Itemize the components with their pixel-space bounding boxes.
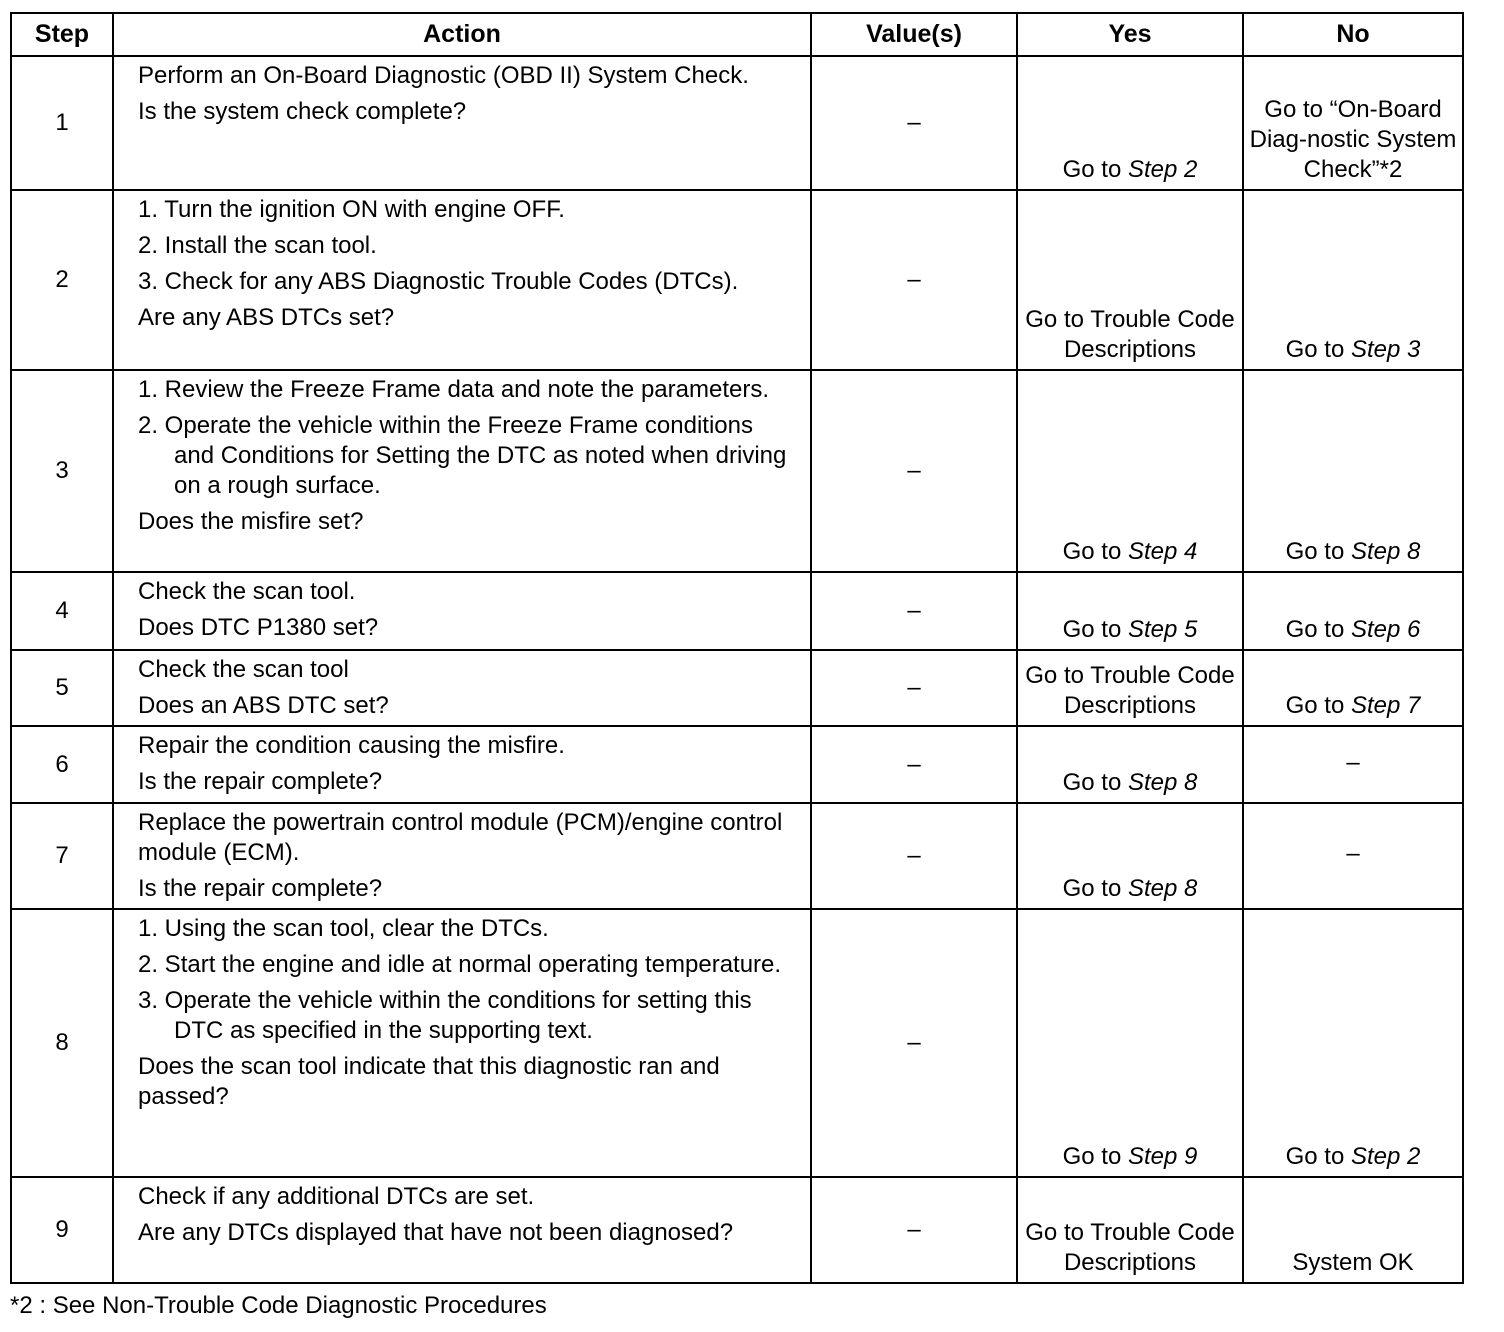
step-number: 2 <box>11 190 113 370</box>
value-cell: – <box>811 909 1017 1177</box>
no-text: Go to <box>1285 336 1351 363</box>
step-reference: Step 2 <box>1350 1143 1421 1170</box>
step-number: 6 <box>11 726 113 803</box>
table-row <box>11 726 1463 803</box>
value-cell: – <box>811 803 1017 909</box>
no-text: Go to <box>1285 692 1351 719</box>
action-text: Does DTC P1380 set? <box>138 614 379 641</box>
no-cell <box>1243 1177 1463 1283</box>
no-cell <box>1243 370 1463 572</box>
step-reference: Step 4 <box>1127 538 1198 565</box>
no-cell <box>1243 56 1463 190</box>
step-reference: Step 9 <box>1127 1143 1198 1170</box>
no-cell <box>1243 803 1463 909</box>
action-text: Check the scan tool. <box>138 578 356 605</box>
action-step-item: 1. Using the scan tool, clear the DTCs. <box>138 915 549 942</box>
table-row <box>11 1177 1463 1283</box>
yes-cell <box>1017 726 1243 803</box>
table-body <box>11 56 1463 1283</box>
step-reference: Step 6 <box>1350 616 1421 643</box>
action-text: Repair the condition causing the misfire. <box>138 732 565 759</box>
header-no: No <box>1243 13 1463 56</box>
no-text: System OK <box>1292 1249 1414 1276</box>
yes-text: Go to Trouble Code Descriptions <box>1025 1219 1235 1276</box>
yes-text: Go to <box>1062 1143 1128 1170</box>
no-cell <box>1243 909 1463 1177</box>
step-reference: Step 8 <box>1127 769 1198 796</box>
action-question: Are any ABS DTCs set? <box>138 304 395 331</box>
action-text: Is the repair complete? <box>138 768 383 795</box>
action-step-item: 3. Operate the vehicle within the conditions for setting this DTC as specified in the supporting text. <box>138 987 752 1044</box>
step-number: 4 <box>11 572 113 650</box>
step-number: 3 <box>11 370 113 572</box>
yes-cell <box>1017 56 1243 190</box>
step-number: 8 <box>11 909 113 1177</box>
diagnostic-table <box>10 12 1464 1284</box>
table-row <box>11 909 1463 1177</box>
step-reference: Step 8 <box>1127 875 1198 902</box>
step-reference: Step 2 <box>1127 156 1198 183</box>
action-step-item: 2. Start the engine and idle at normal operating temperature. <box>138 951 782 978</box>
header-action: Action <box>113 13 811 56</box>
yes-text: Go to <box>1062 538 1128 565</box>
step-number: 5 <box>11 650 113 726</box>
table-row <box>11 572 1463 650</box>
header-values: Value(s) <box>811 13 1017 56</box>
no-text: – <box>1346 840 1360 867</box>
table-row <box>11 370 1463 572</box>
yes-text: Go to <box>1062 616 1128 643</box>
action-cell <box>113 56 811 190</box>
value-cell: – <box>811 190 1017 370</box>
action-cell <box>113 1177 811 1283</box>
action-step-item: 1. Review the Freeze Frame data and note the parameters. <box>138 376 769 403</box>
yes-cell <box>1017 1177 1243 1283</box>
action-cell <box>113 803 811 909</box>
action-text: Is the repair complete? <box>138 875 383 902</box>
action-text: Is the system check complete? <box>138 98 467 125</box>
action-text: Check the scan tool <box>138 656 349 683</box>
value-cell: – <box>811 370 1017 572</box>
no-text: Go to <box>1285 538 1351 565</box>
step-number: 7 <box>11 803 113 909</box>
action-step-item: 3. Check for any ABS Diagnostic Trouble Codes (DTCs). <box>138 268 739 295</box>
action-cell <box>113 572 811 650</box>
action-text: Replace the powertrain control module (PCM)/engine control module (ECM). <box>138 809 783 866</box>
step-reference: Step 7 <box>1350 692 1421 719</box>
action-question: Does the misfire set? <box>138 508 364 535</box>
header-row <box>11 13 1463 56</box>
yes-cell <box>1017 909 1243 1177</box>
action-text: Perform an On-Board Diagnostic (OBD II) System Check. <box>138 62 749 89</box>
action-cell <box>113 190 811 370</box>
action-cell <box>113 909 811 1177</box>
yes-text: Go to <box>1062 875 1128 902</box>
value-cell: – <box>811 726 1017 803</box>
action-question: Does the scan tool indicate that this diagnostic ran and passed? <box>138 1053 720 1110</box>
value-cell: – <box>811 56 1017 190</box>
step-number: 1 <box>11 56 113 190</box>
action-text: Are any DTCs displayed that have not been diagnosed? <box>138 1219 734 1246</box>
yes-text: Go to Trouble Code Descriptions <box>1025 662 1235 719</box>
no-cell <box>1243 572 1463 650</box>
header-step: Step <box>11 13 113 56</box>
yes-text: Go to <box>1062 769 1128 796</box>
step-number: 9 <box>11 1177 113 1283</box>
value-cell: – <box>811 572 1017 650</box>
step-reference: Step 3 <box>1350 336 1421 363</box>
no-text: Go to “On-Board Diag-nostic System Check”*2 <box>1249 96 1457 183</box>
no-cell <box>1243 650 1463 726</box>
action-cell <box>113 370 811 572</box>
header-yes: Yes <box>1017 13 1243 56</box>
action-text: Check if any additional DTCs are set. <box>138 1183 535 1210</box>
action-step-item: 1. Turn the ignition ON with engine OFF. <box>138 196 565 223</box>
step-reference: Step 8 <box>1350 538 1421 565</box>
action-text: Does an ABS DTC set? <box>138 692 389 719</box>
action-cell <box>113 726 811 803</box>
yes-cell <box>1017 370 1243 572</box>
no-text: Go to <box>1285 616 1351 643</box>
yes-cell <box>1017 803 1243 909</box>
no-text: – <box>1346 748 1360 776</box>
value-cell: – <box>811 650 1017 726</box>
table-row <box>11 56 1463 190</box>
no-cell <box>1243 190 1463 370</box>
yes-cell <box>1017 650 1243 726</box>
table-row <box>11 650 1463 726</box>
yes-cell <box>1017 572 1243 650</box>
yes-text: Go to <box>1062 156 1128 183</box>
value-cell: – <box>811 1177 1017 1283</box>
table-row <box>11 803 1463 909</box>
action-cell <box>113 650 811 726</box>
no-cell <box>1243 726 1463 803</box>
step-reference: Step 5 <box>1127 616 1198 643</box>
yes-cell <box>1017 190 1243 370</box>
footnote: *2 : See Non-Trouble Code Diagnostic Procedures <box>10 1292 547 1319</box>
table-row <box>11 190 1463 370</box>
action-step-item: 2. Install the scan tool. <box>138 232 377 259</box>
action-step-item: 2. Operate the vehicle within the Freeze Frame conditions and Conditions for Setting the DTC as noted when driving on a rough surface. <box>138 412 787 499</box>
no-text: Go to <box>1285 1143 1351 1170</box>
yes-text: Go to Trouble Code Descriptions <box>1025 306 1235 363</box>
